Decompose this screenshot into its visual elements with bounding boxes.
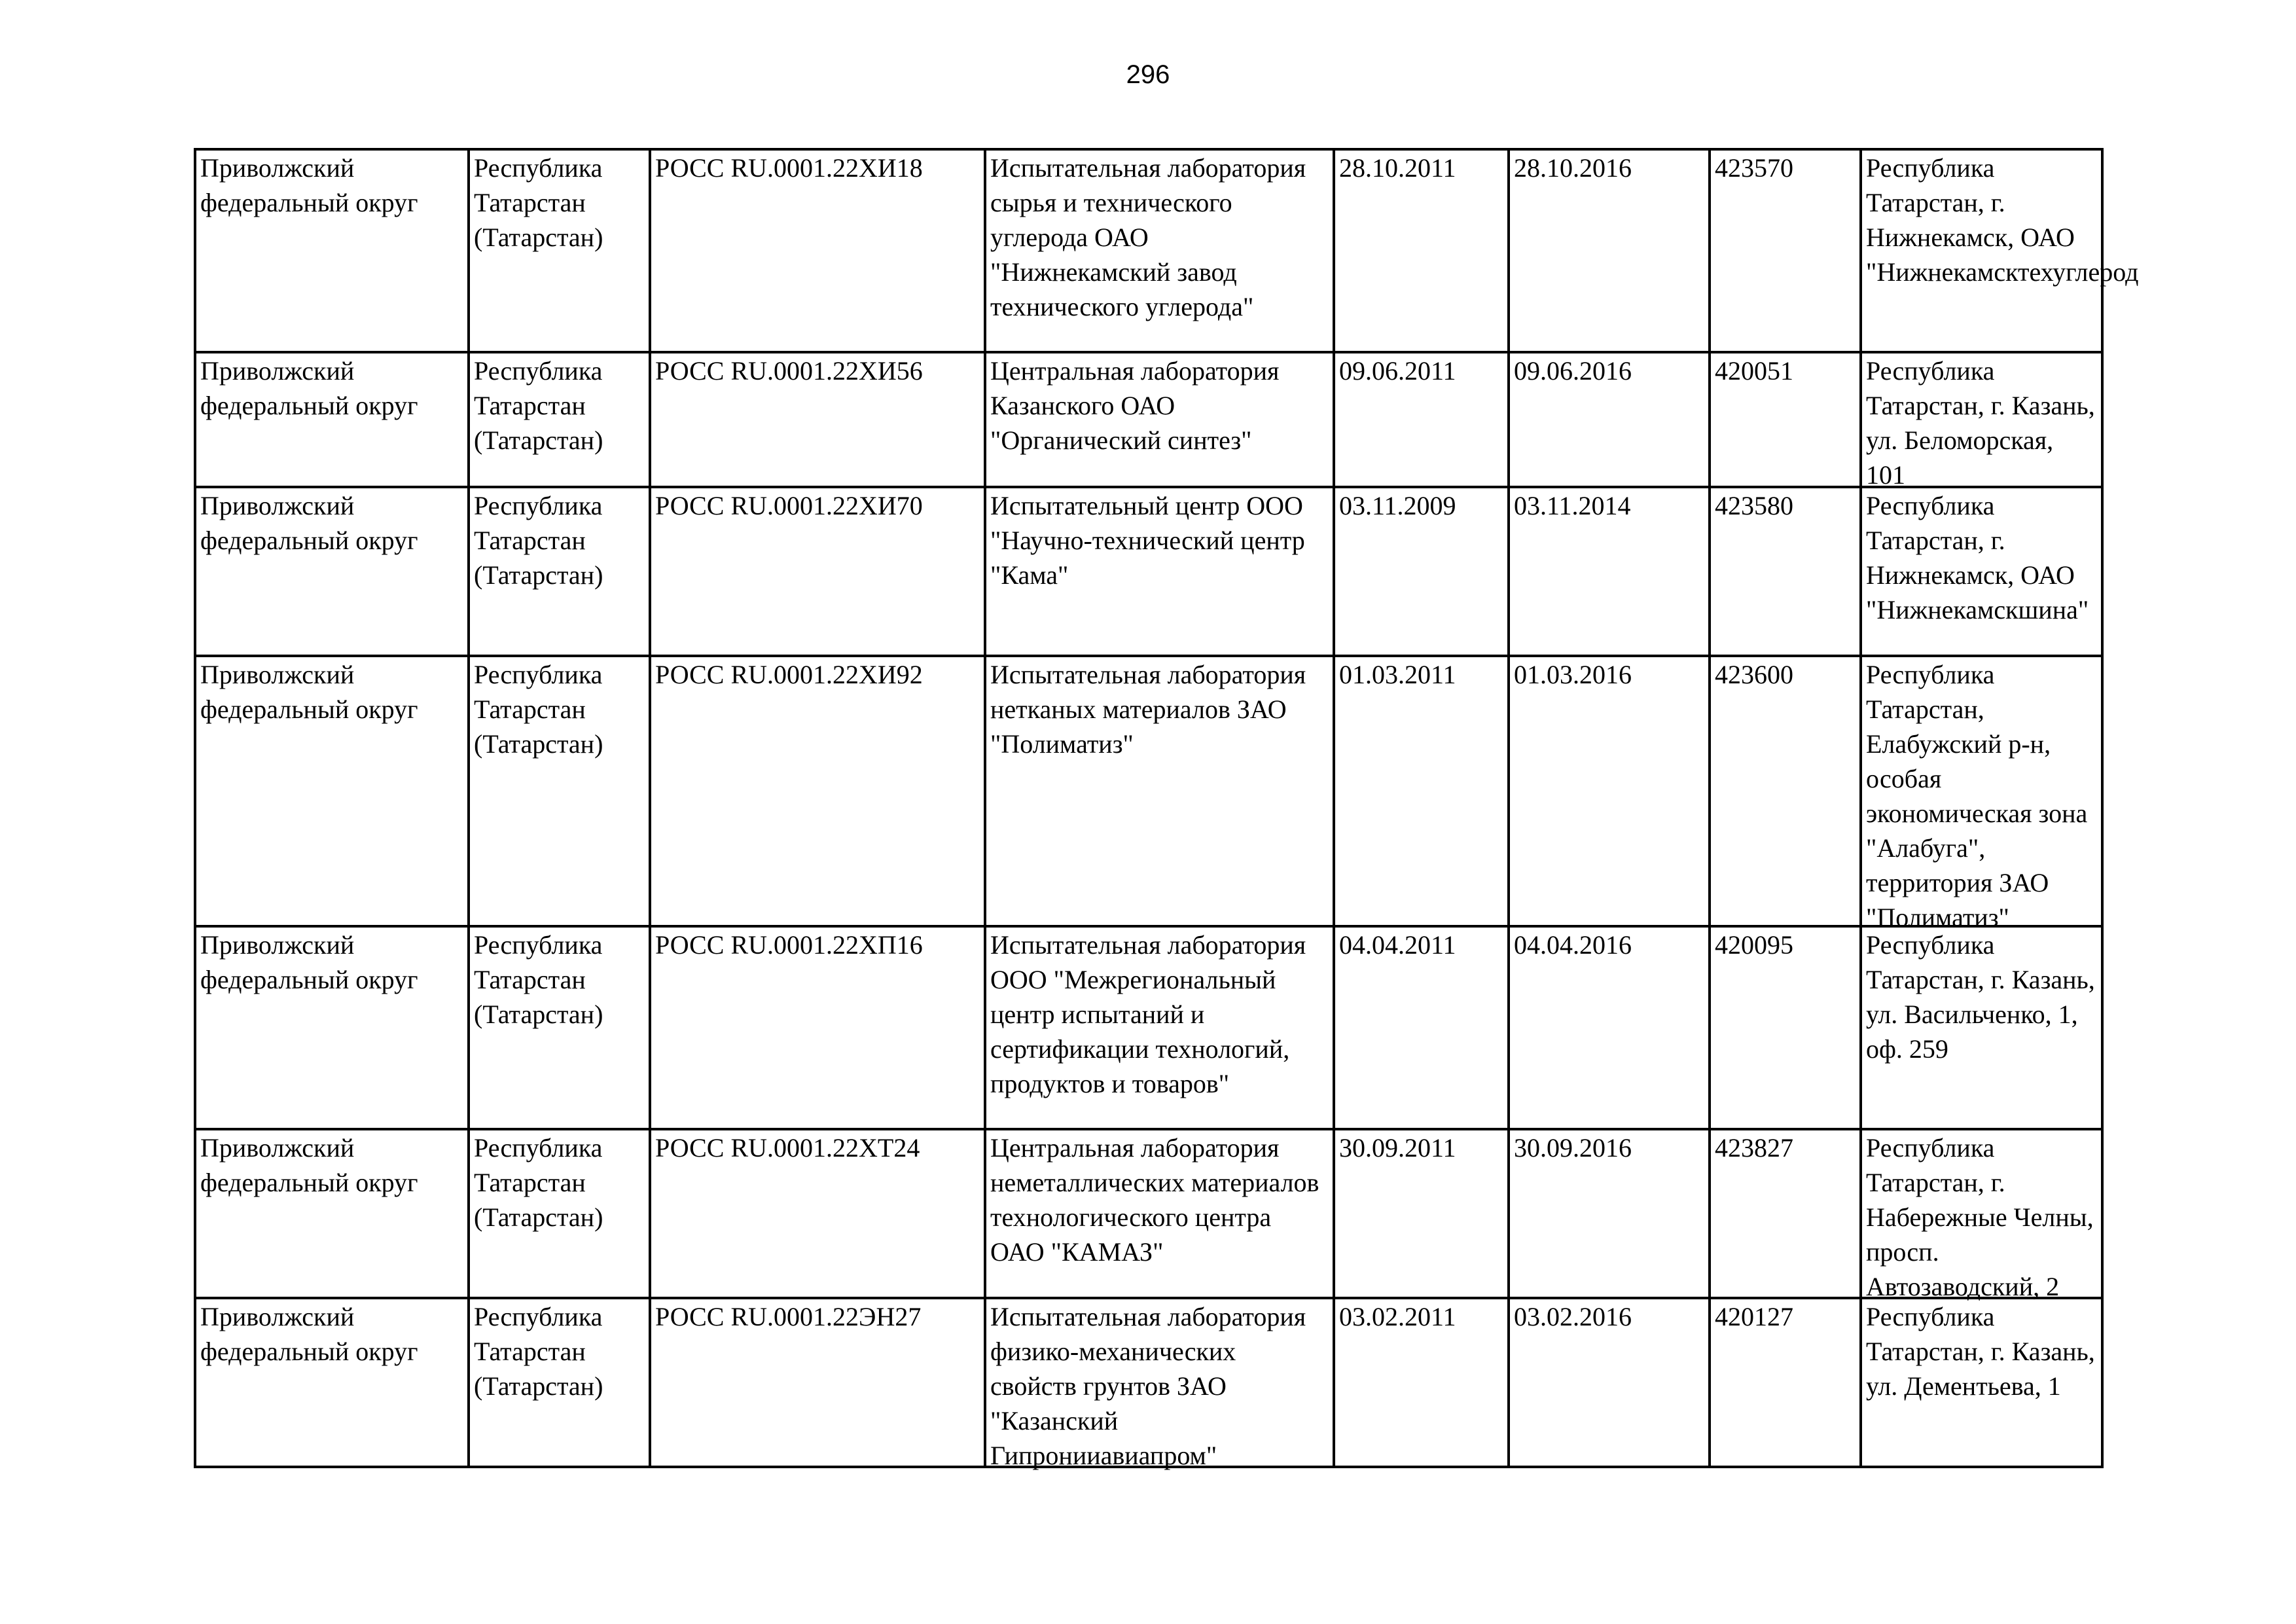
registration-number-cell-text: РОСС RU.0001.22ХИ18 bbox=[655, 153, 923, 183]
laboratory-name-cell-text: Испытательный центр ООО "Научно-технический центр "Кама" bbox=[990, 491, 1305, 590]
address-cell bbox=[1861, 149, 2139, 352]
postcode-cell-text: 420051 bbox=[1715, 356, 1793, 386]
table-row bbox=[195, 926, 2102, 1129]
accreditation-end-date-cell bbox=[1509, 656, 1710, 926]
accreditation-start-date-cell bbox=[1334, 1129, 1509, 1298]
federal-district-cell bbox=[195, 352, 469, 487]
accreditation-start-date-cell-text: 09.06.2011 bbox=[1339, 356, 1456, 386]
page-number: 296 bbox=[1126, 60, 1170, 89]
accreditation-end-date-cell-text: 01.03.2016 bbox=[1514, 660, 1632, 689]
federal-district-cell bbox=[195, 926, 469, 1129]
address-cell-text: Республика Татарстан, г. Набережные Челны, просп. Автозаводский, 2 bbox=[1866, 1133, 2094, 1301]
accreditation-end-date-cell bbox=[1509, 149, 1710, 352]
address-cell bbox=[1861, 1129, 2102, 1301]
region-cell-text: Республика Татарстан (Татарстан) bbox=[474, 491, 603, 590]
postcode-cell bbox=[1710, 149, 1861, 352]
registration-number-cell bbox=[650, 926, 985, 1129]
accreditation-start-date-cell bbox=[1334, 656, 1509, 926]
address-cell-text: Республика Татарстан, г. Нижнекамск, ОАО "Нижнекамсктехуглерод bbox=[1866, 153, 2139, 287]
postcode-cell bbox=[1710, 1298, 1861, 1467]
accreditation-end-date-cell bbox=[1509, 926, 1710, 1129]
address-cell-text: Республика Татарстан, г. Казань, ул. Беломорская, 101 bbox=[1866, 356, 2095, 490]
registration-number-cell bbox=[650, 656, 985, 926]
registration-number-cell bbox=[650, 149, 985, 352]
laboratory-name-cell bbox=[985, 926, 1334, 1129]
accreditation-start-date-cell bbox=[1334, 926, 1509, 1129]
federal-district-cell bbox=[195, 487, 469, 656]
postcode-cell-text: 420095 bbox=[1715, 930, 1793, 960]
address-cell-text: Республика Татарстан, Елабужский р-н, особая экономическая зона "Алабуга", территория ЗАО "Полиматиз" bbox=[1866, 660, 2088, 932]
accreditation-start-date-cell-text: 28.10.2011 bbox=[1339, 153, 1456, 183]
accreditation-start-date-cell bbox=[1334, 149, 1509, 352]
postcode-cell-text: 423827 bbox=[1715, 1133, 1793, 1163]
postcode-cell bbox=[1710, 352, 1861, 487]
postcode-cell bbox=[1710, 1129, 1861, 1298]
accreditation-start-date-cell-text: 03.02.2011 bbox=[1339, 1302, 1456, 1331]
accreditation-start-date-cell-text: 04.04.2011 bbox=[1339, 930, 1456, 960]
region-cell bbox=[469, 352, 650, 487]
address-cell bbox=[1861, 656, 2102, 932]
accreditation-start-date-cell-text: 30.09.2011 bbox=[1339, 1133, 1456, 1163]
accreditation-end-date-cell-text: 09.06.2016 bbox=[1514, 356, 1632, 386]
laboratory-name-cell-text: Испытательная лаборатория сырья и технического углерода ОАО "Нижнекамский завод технического углерода" bbox=[990, 153, 1306, 321]
table-row bbox=[195, 487, 2102, 656]
accreditation-start-date-cell bbox=[1334, 352, 1509, 487]
registry-table bbox=[194, 148, 2139, 1470]
laboratory-name-cell bbox=[985, 1129, 1334, 1298]
laboratory-name-cell bbox=[985, 1298, 1334, 1470]
table-row bbox=[195, 352, 2102, 487]
region-cell bbox=[469, 656, 650, 926]
laboratory-name-cell-text: Испытательная лаборатория ООО "Межрегиональный центр испытаний и сертификации технологий, продуктов и товаров" bbox=[990, 930, 1306, 1098]
registration-number-cell bbox=[650, 352, 985, 487]
registration-number-cell-text: РОСС RU.0001.22ХИ70 bbox=[655, 491, 923, 520]
accreditation-end-date-cell bbox=[1509, 1298, 1710, 1467]
region-cell bbox=[469, 1129, 650, 1298]
accreditation-end-date-cell-text: 04.04.2016 bbox=[1514, 930, 1632, 960]
postcode-cell-text: 423570 bbox=[1715, 153, 1793, 183]
region-cell bbox=[469, 926, 650, 1129]
laboratory-name-cell bbox=[985, 487, 1334, 656]
address-cell-text: Республика Татарстан, г. Казань, ул. Васильченко, 1, оф. 259 bbox=[1866, 930, 2095, 1064]
region-cell-text: Республика Татарстан (Татарстан) bbox=[474, 1302, 603, 1401]
accreditation-end-date-cell bbox=[1509, 1129, 1710, 1298]
laboratory-name-cell-text: Центральная лаборатория Казанского ОАО "Органический синтез" bbox=[990, 356, 1280, 455]
federal-district-cell bbox=[195, 1298, 469, 1467]
federal-district-cell-text: Приволжский федеральный округ bbox=[200, 1302, 418, 1366]
table-row bbox=[195, 1298, 2102, 1467]
federal-district-cell bbox=[195, 1129, 469, 1298]
accreditation-start-date-cell bbox=[1334, 1298, 1509, 1467]
address-cell bbox=[1861, 487, 2102, 656]
registration-number-cell bbox=[650, 1129, 985, 1298]
region-cell-text: Республика Татарстан (Татарстан) bbox=[474, 1133, 603, 1232]
address-cell-text: Республика Татарстан, г. Нижнекамск, ОАО "Нижнекамскшина" bbox=[1866, 491, 2089, 624]
postcode-cell bbox=[1710, 656, 1861, 926]
federal-district-cell-text: Приволжский федеральный округ bbox=[200, 930, 418, 994]
address-cell-text: Республика Татарстан, г. Казань, ул. Дементьева, 1 bbox=[1866, 1302, 2095, 1401]
accreditation-end-date-cell-text: 28.10.2016 bbox=[1514, 153, 1632, 183]
accreditation-end-date-cell-text: 03.11.2014 bbox=[1514, 491, 1631, 520]
postcode-cell bbox=[1710, 487, 1861, 656]
federal-district-cell-text: Приволжский федеральный округ bbox=[200, 491, 418, 555]
table-row bbox=[195, 1129, 2102, 1298]
laboratory-name-cell-text: Испытательная лаборатория физико-механических свойств грунтов ЗАО "Казанский Гипронииавиапром" bbox=[990, 1302, 1306, 1470]
registration-number-cell-text: РОСС RU.0001.22ЭН27 bbox=[655, 1302, 922, 1331]
accreditation-start-date-cell-text: 01.03.2011 bbox=[1339, 660, 1456, 689]
laboratory-name-cell bbox=[985, 149, 1334, 352]
laboratory-name-cell-text: Испытательная лаборатория нетканых материалов ЗАО "Полиматиз" bbox=[990, 660, 1306, 759]
postcode-cell bbox=[1710, 926, 1861, 1129]
federal-district-cell bbox=[195, 656, 469, 926]
registration-number-cell-text: РОСС RU.0001.22ХИ56 bbox=[655, 356, 923, 386]
laboratory-name-cell-text: Центральная лаборатория неметаллических материалов технологического центра ОАО "КАМАЗ" bbox=[990, 1133, 1319, 1267]
federal-district-cell-text: Приволжский федеральный округ bbox=[200, 660, 418, 724]
registration-number-cell-text: РОСС RU.0001.22ХТ24 bbox=[655, 1133, 920, 1163]
registration-number-cell bbox=[650, 1298, 985, 1467]
postcode-cell-text: 423580 bbox=[1715, 491, 1793, 520]
registration-number-cell bbox=[650, 487, 985, 656]
table-body bbox=[195, 149, 2139, 1470]
region-cell-text: Республика Татарстан (Татарстан) bbox=[474, 930, 603, 1029]
federal-district-cell-text: Приволжский федеральный округ bbox=[200, 1133, 418, 1197]
address-cell bbox=[1861, 352, 2102, 490]
registration-number-cell-text: РОСС RU.0001.22ХП16 bbox=[655, 930, 923, 960]
region-cell-text: Республика Татарстан (Татарстан) bbox=[474, 153, 603, 252]
federal-district-cell bbox=[195, 149, 469, 352]
accreditation-end-date-cell bbox=[1509, 352, 1710, 487]
region-cell-text: Республика Татарстан (Татарстан) bbox=[474, 660, 603, 759]
region-cell bbox=[469, 487, 650, 656]
accreditation-end-date-cell-text: 30.09.2016 bbox=[1514, 1133, 1632, 1163]
registration-number-cell-text: РОСС RU.0001.22ХИ92 bbox=[655, 660, 923, 689]
laboratory-name-cell bbox=[985, 656, 1334, 926]
postcode-cell-text: 420127 bbox=[1715, 1302, 1793, 1331]
accreditation-start-date-cell bbox=[1334, 487, 1509, 656]
accreditation-start-date-cell-text: 03.11.2009 bbox=[1339, 491, 1456, 520]
region-cell bbox=[469, 149, 650, 352]
postcode-cell-text: 423600 bbox=[1715, 660, 1793, 689]
federal-district-cell-text: Приволжский федеральный округ bbox=[200, 153, 418, 217]
federal-district-cell-text: Приволжский федеральный округ bbox=[200, 356, 418, 420]
accreditation-end-date-cell bbox=[1509, 487, 1710, 656]
region-cell bbox=[469, 1298, 650, 1467]
table-row bbox=[195, 149, 2102, 352]
table-row bbox=[195, 656, 2102, 926]
laboratory-name-cell bbox=[985, 352, 1334, 487]
region-cell-text: Республика Татарстан (Татарстан) bbox=[474, 356, 603, 455]
address-cell bbox=[1861, 1298, 2102, 1467]
accreditation-end-date-cell-text: 03.02.2016 bbox=[1514, 1302, 1632, 1331]
address-cell bbox=[1861, 926, 2102, 1129]
